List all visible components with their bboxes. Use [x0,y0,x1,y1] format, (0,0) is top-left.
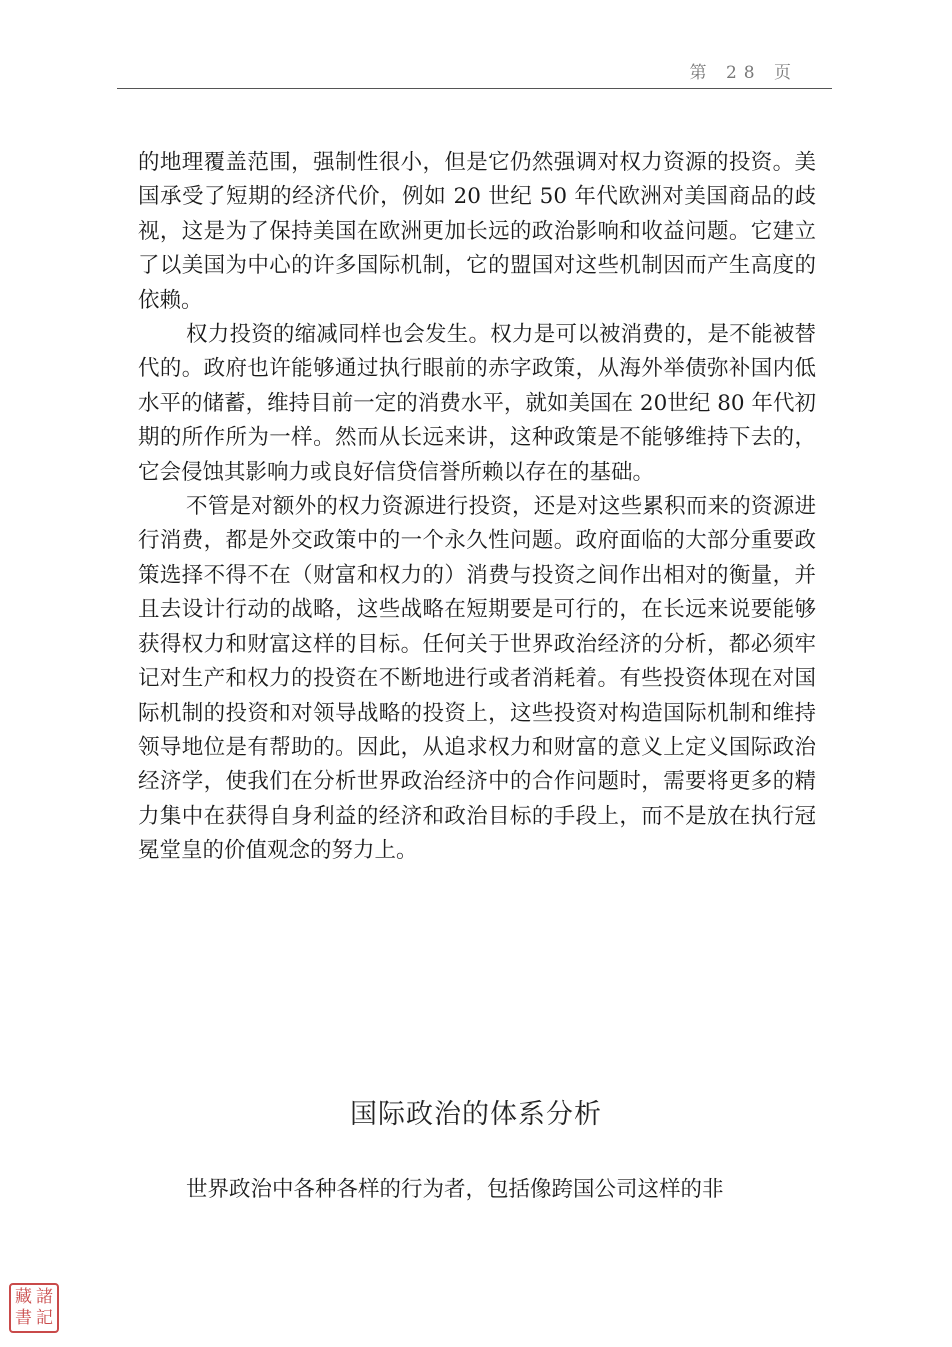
seal-char: 藏 [15,1287,32,1307]
section-first-paragraph: 世界政治中各种各样的行为者，包括像跨国公司这样的非 [186,1177,724,1202]
seal-char: 記 [36,1308,53,1328]
body-text [138,146,816,869]
page-number: 第 28 页 [689,63,798,83]
paragraph: 不管是对额外的权力资源进行投资，还是对这些累积而来的资源进行消费，都是外交政策中的一个永久性问题。政府面临的大部分重要政策选择不得不在（财富和权力的）消费与投资之间作出相对的衡量，并且去设计行动的战略，这些战略在短期要是可行的，在长远来说要能够获得权力和财富这样的目标。任何关于世界政治经济的分析，都必须牢记对生产和权力的投资在不断地进行或者消耗着。有些投资体现在对国际机制的投资和对领导战略的投资上，这些投资对构造国际机制和维持领导地位是有帮助的。因此，从追求权力和财富的意义上定义国际政治经济学，使我们在分析世界政治经济中的合作问题时，需要将更多的精力集中在获得自身利益的经济和政治目标的手段上，而不是放在执行冠冕堂皇的价值观念的努力上。 [138,494,816,864]
seal-char: 書 [15,1308,32,1328]
paragraph: 权力投资的缩减同样也会发生。权力是可以被消费的，是不能被替代的。政府也许能够通过执行眼前的赤字政策，从海外举债弥补国内低水平的储蓄，维持目前一定的消费水平，就如美国在 20世纪 80 年代初期的所作所为一样。然而从长远来讲，这种政策是不能够维持下去的，它会侵蚀其影响力或良好信贷信誉所赖以存在的基础。 [138,322,816,485]
paragraph-continued: 的地理覆盖范围，强制性很小，但是它仍然强调对权力资源的投资。美国承受了短期的经济代价，例如 20 世纪 50 年代欧洲对美国商品的歧视，这是为了保持美国在欧洲更加长远的政治影响和收益问题。它建立了以美国为中心的许多国际机制，它的盟国对这些机制因而产生高度的依赖。 [138,150,816,313]
section-heading: 国际政治的体系分析 [350,1099,602,1130]
seal-char: 諸 [36,1287,53,1307]
page-header [117,58,832,89]
collector-seal-stamp [9,1283,59,1333]
